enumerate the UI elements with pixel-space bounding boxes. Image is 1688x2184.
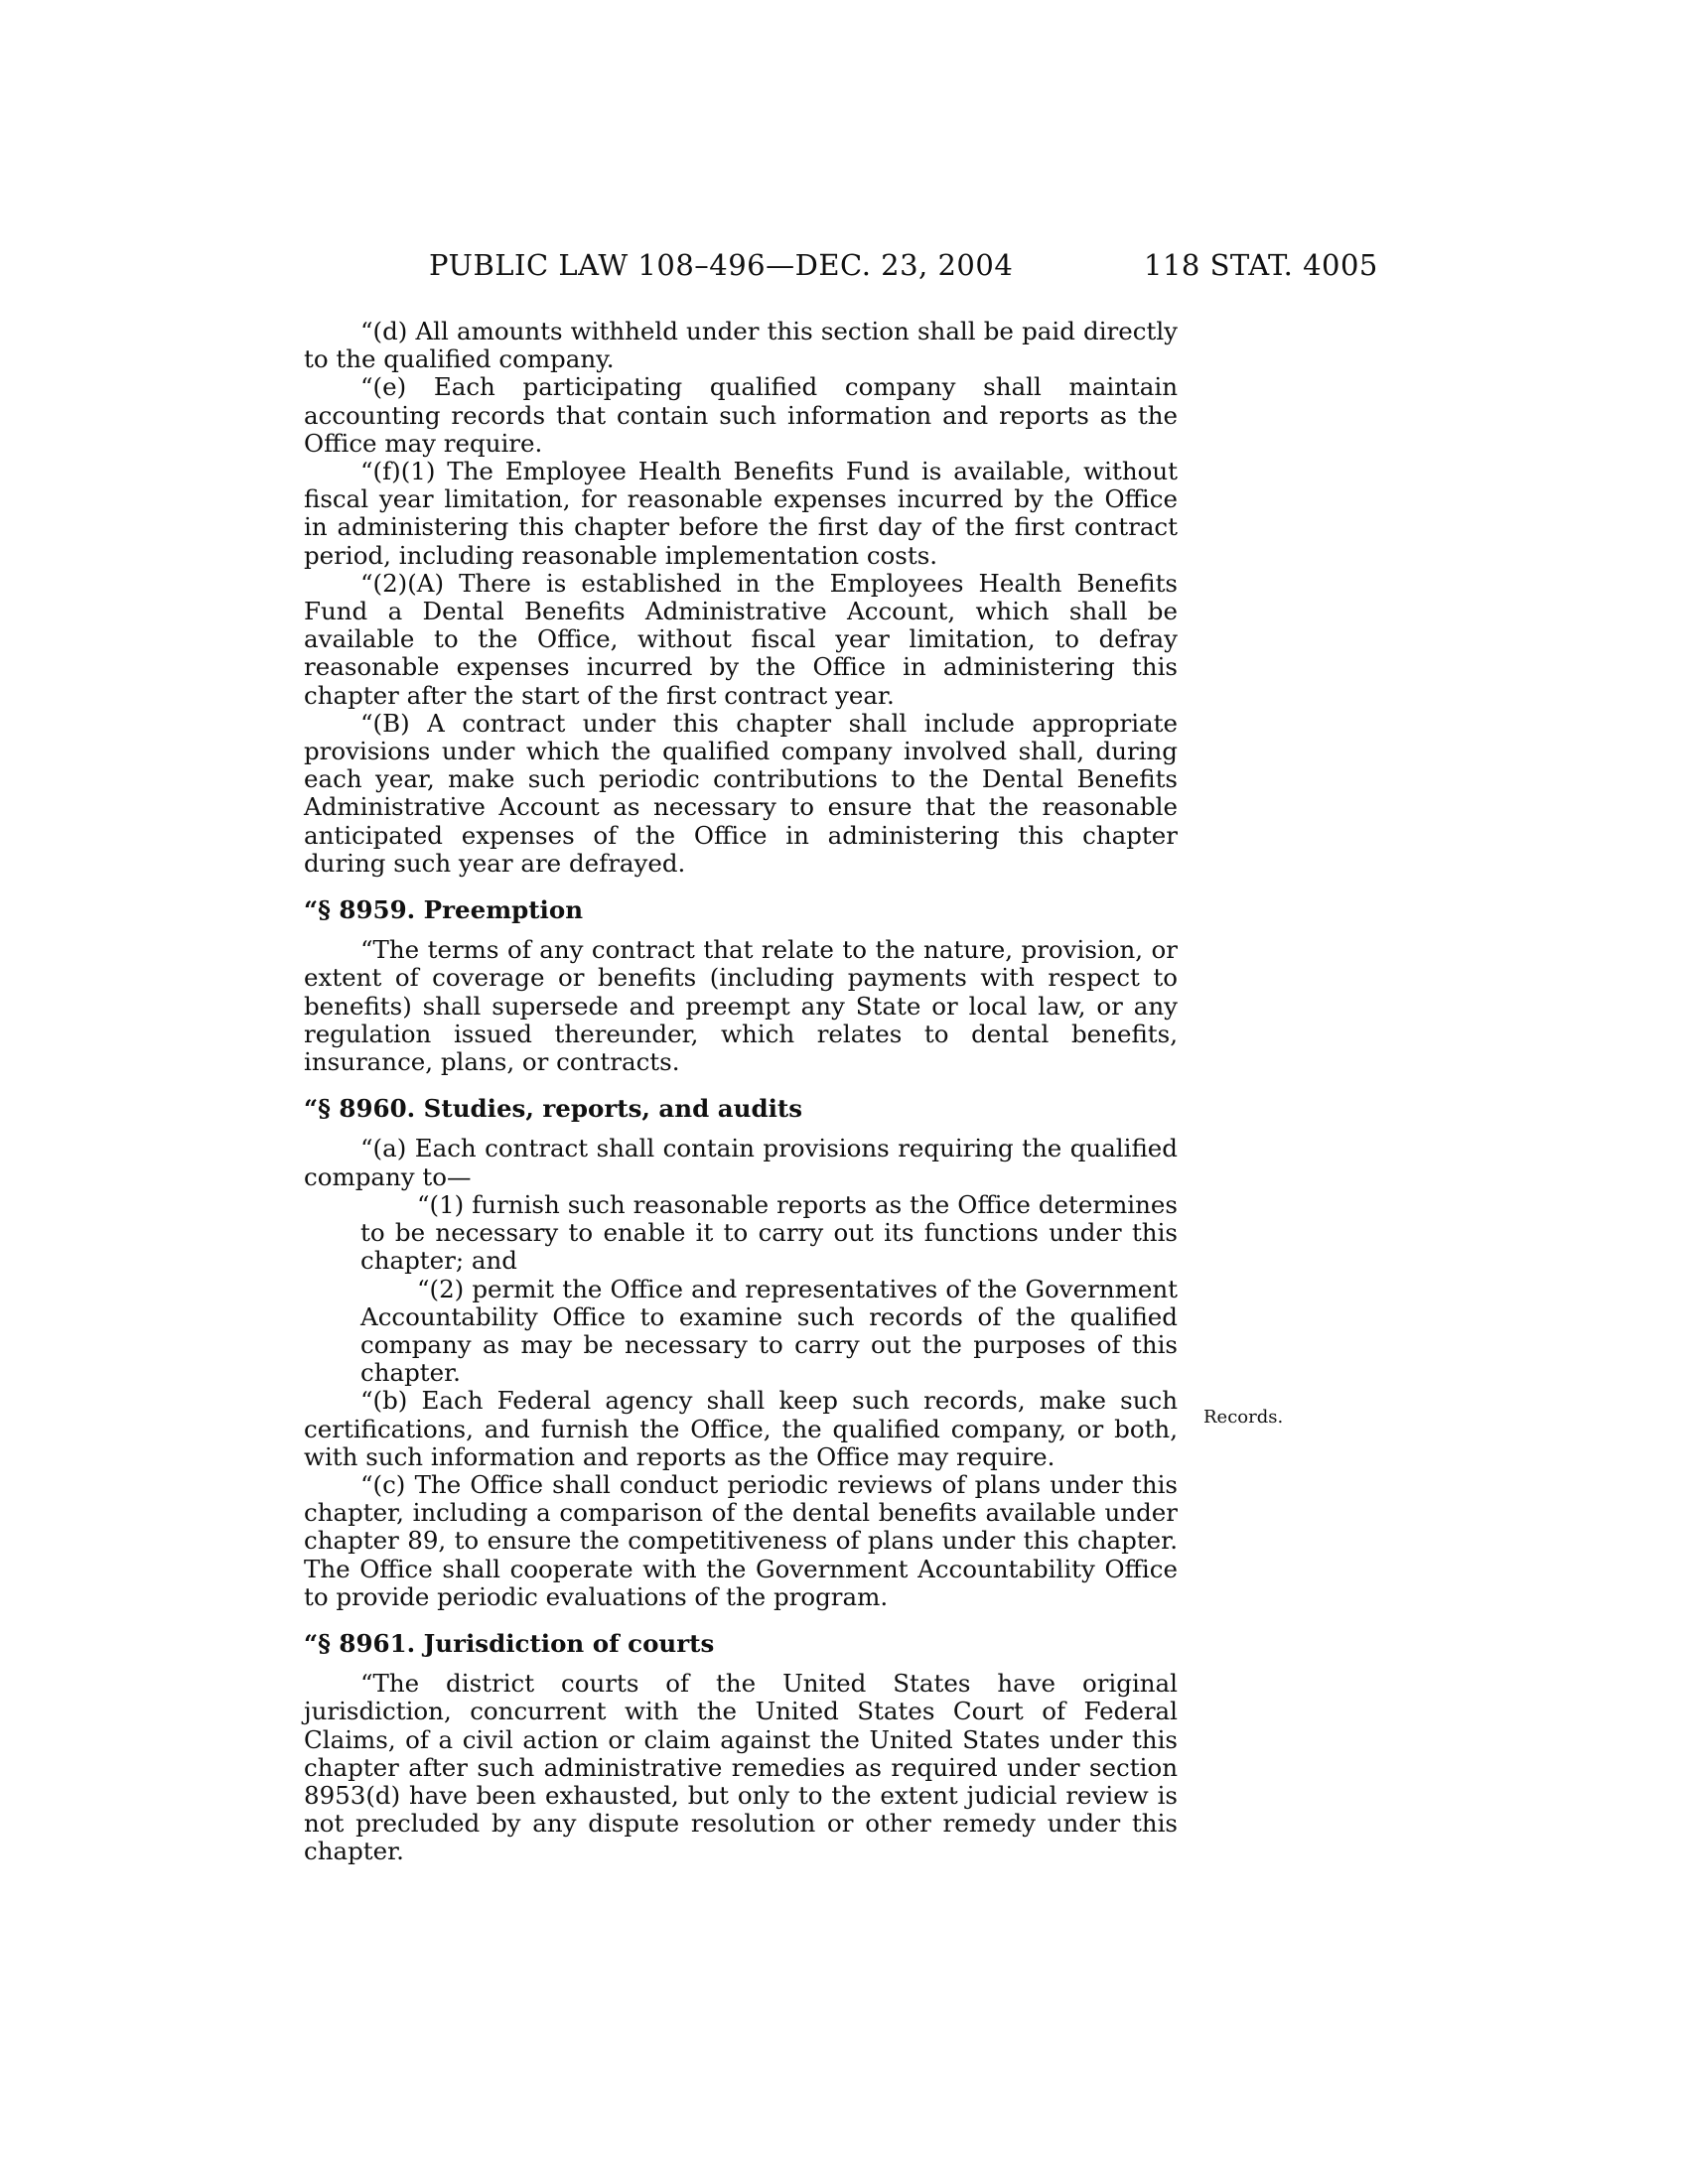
section-heading-8961: “§ 8961. Jurisdiction of courts [304,1628,715,1658]
paragraph-e: “(e) Each participating qualified company shall maintain accounting records that contain such information and reports as the Office may require. [304,372,1178,458]
section-heading-8960: “§ 8960. Studies, reports, and audits [304,1094,803,1124]
section-8960-a1: “(1) furnish such reasonable reports as the Office determines to be necessary to enable it to carry out its functions under this chapter; and [360,1189,1178,1276]
paragraph-d: “(d) All amounts withheld under this section shall be paid directly to the qualified company. [304,317,1178,374]
section-8960-b: “(b) Each Federal agency shall keep such records, make such certifications, and furnish the Office, the qualified company, or both, with such information and reports as the Office may require. [304,1386,1178,1471]
section-8960-a2: “(2) permit the Office and representatives of the Government Accountability Office to examine such records of the qualified company as may be necessary to carry out the purposes of this chapter. [360,1274,1178,1388]
paragraph-f1: “(f)(1) The Employee Health Benefits Fund is available, without fiscal year limitation, for reasonable expenses incurred by the Office in administering this chapter before the first day of the first contract period, including reasonable implementation costs. [304,457,1178,570]
section-8960-c: “(c) The Office shall conduct periodic reviews of plans under this chapter, including a comparison of the dental benefits available under chapter 89, to ensure the competitiveness of plans under this chapter. The Office shall cooperate with the Government Accountability Office to provide periodic evaluations of the program. [304,1469,1178,1611]
section-8961-text: “The district courts of the United States have original jurisdiction, concurrent with the United States Court of Federal Claims, of a civil action or claim against the United States under this chapter after such administrative remedies as required under section 8953(d) have been exhausted, but only to the extent judicial review is not precluded by any dispute resolution or other remedy under this chapter. [304,1669,1178,1866]
margin-note-records: Records. [1203,1407,1284,1428]
section-heading-8959: “§ 8959. Preemption [304,895,584,925]
header-title: PUBLIC LAW 108–496—DEC. 23, 2004 [429,248,1014,282]
paragraph-f2b: “(B) A contract under this chapter shall include appropriate provisions under which the qualified company involved shall, during each year, make such periodic contributions to the Dental Benefits Administrative Account as necessary to ensure that the reasonable anticipated expenses of the Office in administering this chapter during such year are defrayed. [304,708,1178,878]
paragraph-f2a: “(2)(A) There is established in the Employees Health Benefits Fund a Dental Benefits Administrative Account, which shall be available to the Office, without fiscal year limitation, to defray reasonable expenses incurred by the Office in administering this chapter after the start of the first contract year. [304,568,1178,710]
section-8959-text: “The terms of any contract that relate to the nature, provision, or extent of coverage or benefits (including payments with respect to benefits) shall supersede and preempt any State or local law, or any regulation issued thereunder, which relates to dental benefits, insurance, plans, or contracts. [304,935,1178,1077]
page-header [0,248,1688,288]
header-stat-citation: 118 STAT. 4005 [1144,248,1378,282]
body-text [304,318,1178,1866]
section-8960-a: “(a) Each contract shall contain provisions requiring the qualified company to— [304,1134,1178,1191]
